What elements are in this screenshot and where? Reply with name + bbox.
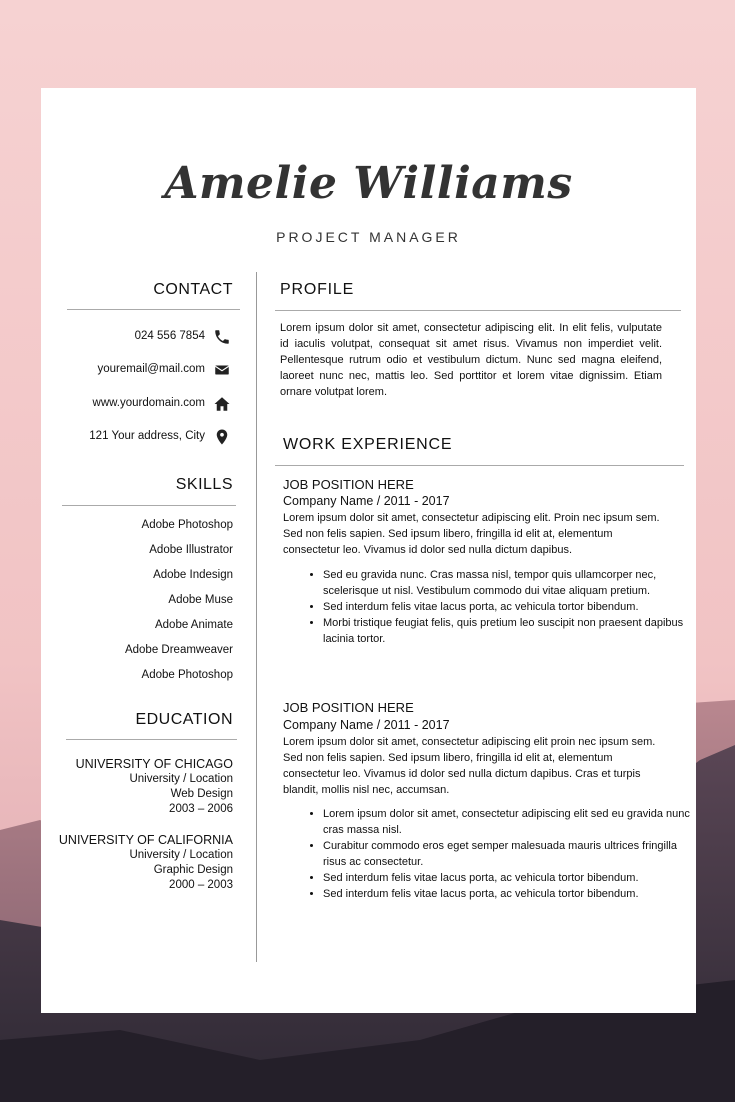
home-icon	[213, 395, 231, 413]
skill-item: Adobe Indesign	[153, 569, 233, 581]
resume-job-title: PROJECT MANAGER	[276, 229, 461, 245]
job-bullet: • Curabitur commodo eros eget semper malesuada mauris ultrices fringilla risus ac consectetur.	[323, 838, 693, 870]
job-bullet: • Sed eu gravida nunc. Cras massa nisl, tempor quis ullamcorper nec, scelerisque ut nisl. Vestibulum commodo dui vitae aliquam pretium.	[323, 567, 693, 599]
contact-divider	[67, 309, 240, 310]
job-bullet: • Sed interdum felis vitae lacus porta, ac vehicula tortor bibendum.	[323, 886, 693, 902]
work-experience-heading: WORK EXPERIENCE	[283, 436, 453, 453]
contact-email	[41, 361, 255, 381]
profile-heading: PROFILE	[280, 281, 355, 298]
job-company: Company Name / 2011 - 2017	[283, 718, 450, 732]
column-divider	[256, 272, 257, 962]
education-heading: EDUCATION	[135, 711, 233, 728]
map-pin-icon	[213, 428, 231, 446]
job-company: Company Name / 2011 - 2017	[283, 494, 450, 508]
job-bullets	[303, 567, 693, 647]
education-field: Graphic Design	[153, 864, 233, 876]
profile-text: Lorem ipsum dolor sit amet, consectetur adipiscing elit. In elit felis, vulputate id iaculis volutpat, consequat sit amet risus. Vivamus non imperdiet velit. Pellentesque rutrum odio et vestibulum dictum. Nunc sed magna eleifend, laoreet nunc nec, mattis leo. Sed porttitor et lorem vitae dignissim. Etiam ornare volutpat lorem.	[280, 322, 662, 398]
contact-phone	[41, 328, 255, 348]
skill-item: Adobe Photoshop	[141, 519, 233, 531]
skill-item: Adobe Illustrator	[149, 544, 233, 556]
job-bullet: • Lorem ipsum dolor sit amet, consectetur adipiscing elit sed eu gravida nunc cras massa nisl.	[323, 806, 693, 838]
work-divider	[275, 465, 684, 466]
skills-heading: SKILLS	[175, 476, 233, 493]
contact-address-text: 121 Your address, City	[89, 430, 205, 442]
phone-icon	[213, 328, 231, 346]
skill-item: Adobe Dreamweaver	[124, 644, 233, 656]
resume-name: Amelie Williams	[164, 158, 573, 209]
job-bullets	[303, 806, 693, 902]
contact-email-text: youremail@mail.com	[97, 363, 205, 375]
education-university: UNIVERSITY OF CALIFORNIA	[58, 833, 233, 847]
education-location: University / Location	[129, 773, 233, 785]
job-bullet: • Sed interdum felis vitae lacus porta, ac vehicula tortor bibendum.	[323, 599, 693, 615]
skill-item: Adobe Muse	[168, 594, 233, 606]
contact-address	[41, 428, 255, 448]
skill-item: Adobe Animate	[154, 619, 233, 631]
job-description: Lorem ipsum dolor sit amet, consectetur adipiscing elit proin nec ipsum sem. Sed non felis sapien. Sed ipsum libero, fringilla id elit at, elementum consectetur leo. Vivamus id dolor sed nulla dictum dapibus. Cras et turpis blandit, mollis nisl nec, accumsan.	[283, 736, 656, 796]
profile-divider	[275, 310, 681, 311]
education-field: Web Design	[170, 788, 233, 800]
education-years: 2000 – 2003	[169, 879, 233, 891]
education-entry	[76, 757, 233, 817]
contact-heading: CONTACT	[153, 281, 233, 298]
education-years: 2003 – 2006	[169, 803, 233, 815]
education-university: UNIVERSITY OF CHICAGO	[75, 757, 233, 771]
education-entry	[59, 833, 233, 893]
contact-website-text: www.yourdomain.com	[92, 397, 205, 409]
contact-phone-text: 024 556 7854	[134, 330, 205, 342]
skill-item: Adobe Photoshop	[141, 669, 233, 681]
job-position: JOB POSITION HERE	[283, 477, 414, 492]
education-divider	[66, 739, 237, 740]
job-description: Lorem ipsum dolor sit amet, consectetur adipiscing elit. Proin nec ipsum sem. Sed non felis sapien. Sed ipsum libero, fringilla id elit at, elementum consectetur leo. Vivamus id dolor sed nulla dictum dapibus.	[283, 512, 660, 556]
skills-divider	[62, 505, 236, 506]
job-bullet: • Morbi tristique feugiat felis, quis pretium leo suscipit non praesent dapibus lacinia tortor.	[323, 615, 693, 647]
job-bullet: • Sed interdum felis vitae lacus porta, ac vehicula tortor bibendum.	[323, 870, 693, 886]
resume-sheet	[41, 88, 696, 1013]
contact-website	[41, 395, 255, 415]
job-position: JOB POSITION HERE	[283, 700, 414, 715]
education-location: University / Location	[129, 849, 233, 861]
envelope-icon	[213, 361, 231, 379]
